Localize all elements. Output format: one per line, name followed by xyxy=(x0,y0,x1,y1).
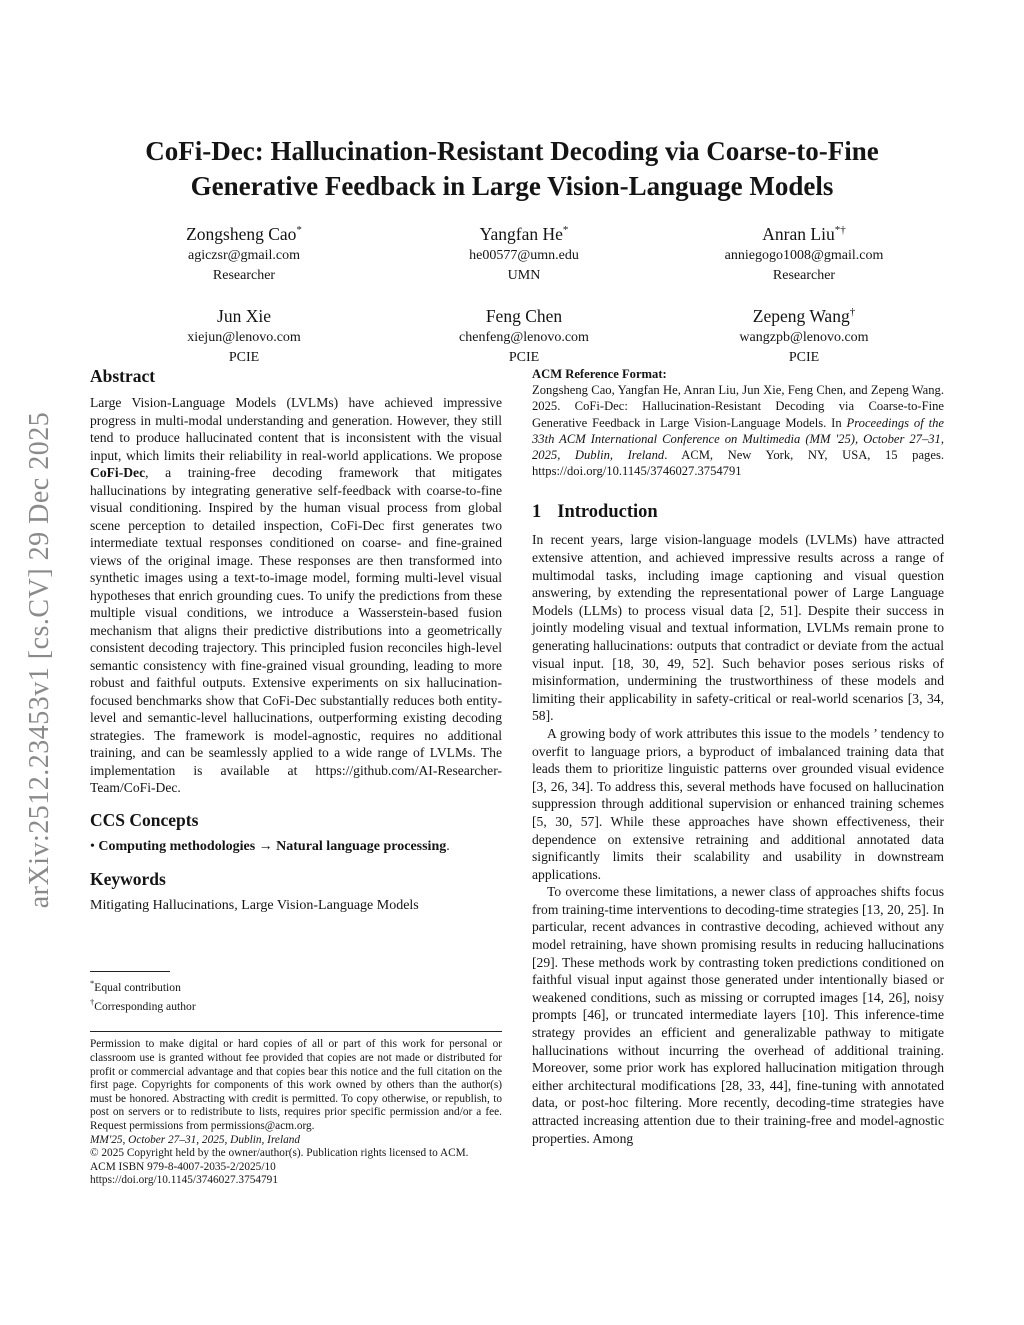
section-number: 1 xyxy=(532,502,542,523)
author-name: Feng Chen xyxy=(485,305,563,326)
acm-reference-proceedings: Proceedings of the 33th ACM International Conference on Multimedia (MM '25), October 27–31, 2025, Dublin, Ireland xyxy=(532,415,944,463)
intro-paragraph-3: To overcome these limitations, a newer class of approaches shifts focus from training-time interventions to decoding-time strategies [13, 20, 25]. In particular, recent advances in contrastive decoding, achieved without any model retraining, have shown promising results in reducing hallucinations [29]. These methods work by contrasting token predictions conditioned on faithful visual input against those generated under intentionally biased or weakened conditions, such as missing or corrupted images [14, 26], noisy prompts [46], or truncated intermediate layers [10]. This inference-time strategy provides an efficient and generalizable pathway to mitigate hallucinations without incurring the overhead of additional training. Moreover, some prior work has explored hallucination mitigation through either architectural modifications [28, 33, 44], fine-tuning with annotated data, or post-hoc filtering. More recently, decoding-time strategies have attracted increasing attention due to their training-free and model-agnostic properties. Among xyxy=(532,884,944,1146)
author-marker: * xyxy=(296,224,302,236)
author-email: he00577@umn.edu xyxy=(469,247,579,263)
doi-line xyxy=(90,1174,502,1188)
author-name: Jun Xie xyxy=(217,305,271,326)
section-title: Introduction xyxy=(557,502,658,523)
arxiv-watermark: arXiv:2512.23453v1 [cs.CV] 29 Dec 2025 xyxy=(24,411,55,909)
copyright-line: © 2025 Copyright held by the owner/author(s). Publication rights licensed to ACM. xyxy=(90,1147,469,1160)
author-name: Anran Liu*† xyxy=(762,223,846,244)
paper-title-line1: CoFi-Dec: Hallucination-Resistant Decoding via Coarse-to-Fine xyxy=(145,136,879,166)
github-link[interactable]: https://github.com/AI-Researcher-Team/CoFi-Dec xyxy=(90,762,502,795)
permission-rule xyxy=(90,1031,502,1032)
intro-paragraph-1: In recent years, large vision-language models (LVLMs) have attracted extensive attention, and achieved impressive results across a range of multimodal tasks, including image captioning and visual question answering, by extending the representational power of Large Language Models (LLMs) to process visual data [2, 51]. Despite their success in jointly modeling visual and textual information, LVLMs remain prone to generating hallucinations: outputs that contradict or deviate from the actual visual input. [18, 30, 49, 52]. Such behavior poses serious risks of misinformation, undermining the trustworthiness of these models and limiting their applicability in safety-critical or real-world scenarios [3, 34, 58]. xyxy=(532,532,944,724)
author-block-5 xyxy=(384,301,664,368)
author-affiliation: Researcher xyxy=(772,267,836,283)
author-block-2 xyxy=(384,219,664,286)
ccs-bullet: • xyxy=(90,838,95,854)
author-email: agiczsr@gmail.com xyxy=(187,247,301,263)
author-name: Zongsheng Cao* xyxy=(186,223,302,244)
ccs-text: Computing methodologies → Natural language processing xyxy=(98,838,447,854)
author-email: anniegogo1008@gmail.com xyxy=(724,247,884,263)
left-column xyxy=(90,366,502,1188)
author-block-4 xyxy=(104,301,384,368)
author-name: Zepeng Wang† xyxy=(752,305,856,326)
footnote-equal-contribution: *Equal contribution xyxy=(90,977,181,994)
cofi-dec-term: CoFi-Dec xyxy=(90,465,146,480)
author-email: wangzpb@lenovo.com xyxy=(739,329,869,345)
abstract-text: Large Vision-Language Models (LVLMs) have achieved impressive progress in multi-modal understanding and generation. However, they still tend to produce hallucinated content that is inconsistent with the visual input, which limits their reliability in real-world applications. We propose CoFi-Dec, a training-free decoding framework that mitigates hallucinations by integrating generative self-feedback with coarse-to-fine visual conditioning. Inspired by the human visual process from global scene perception to detailed inspection, CoFi-Dec first generates two intermediate textual responses conditioned on coarse- and fine-grained views of the original image. These responses are then transformed into synthetic images using a text-to-image model, forming multi-level visual hypotheses that enrich grounding cues. To unify the predictions from these multiple visual conditions, we introduce a Wasserstein-based fusion mechanism that aligns their predictive distributions into a geometrically consistent decoding trajectory. This principled fusion reconciles high-level semantic consistency with fine-grained visual grounding, leading to more robust and faithful outputs. Extensive experiments on six hallucination-focused benchmarks show that CoFi-Dec substantially reduces both entity-level and semantic-level hallucinations, outperforming existing decoding strategies. The framework is model-agnostic, requires no additional training, and can be seamlessly applied to a wide range of LVLMs. The implementation is available at https://github.com/AI-Researcher-Team/CoFi-Dec. xyxy=(90,395,502,795)
reference-doi-link[interactable]: https://doi.org/10.1145/3746027.3754791 xyxy=(532,464,742,479)
author-affiliation: UMN xyxy=(507,267,541,283)
footnote-rule xyxy=(90,971,170,972)
author-block-1 xyxy=(104,219,384,286)
ccs-concepts: • Computing methodologies → Natural language processing. xyxy=(90,838,450,854)
acm-reference-heading: ACM Reference Format: xyxy=(532,367,667,381)
paper-title-line2: Generative Feedback in Large Vision-Language Models xyxy=(190,171,834,201)
author-affiliation: PCIE xyxy=(788,349,820,365)
keywords-heading: Keywords xyxy=(90,868,166,889)
author-email: chenfeng@lenovo.com xyxy=(459,329,589,345)
author-affiliation: PCIE xyxy=(508,349,540,365)
footnote-corresponding-author: †Corresponding author xyxy=(90,996,196,1013)
permission-text: Permission to make digital or hard copies of all or part of this work for personal or classroom use is granted without fee provided that copies are not made or distributed for profit or commercial advantage and that copies bear this notice and the full citation on the first page. Copyrights for components of this work owned by others than the author(s) must be honored. Abstracting with credit is permitted. To copy otherwise, or republish, to post on servers or to redistribute to lists, requires prior specific permission and/or a fee. Request permissions from permissions@acm.org. xyxy=(90,1038,502,1133)
ccs-heading: CCS Concepts xyxy=(90,809,199,830)
author-marker: † xyxy=(849,305,856,318)
author-block-3 xyxy=(664,219,944,286)
acm-reference-format: ACM Reference Format: Zongsheng Cao, Yangfan He, Anran Liu, Jun Xie, Feng Chen, and Zepeng Wang. 2025. CoFi-Dec: Hallucination-Resistant Decoding via Coarse-to-Fine Generative Feedback in Large Vision-Language Models. In Proceedings of the 33th ACM International Conference on Multimedia (MM '25), October 27–31, 2025, Dublin, Ireland. ACM, New York, NY, USA, 15 pages. https://doi.org/10.1145/3746027.3754791 xyxy=(532,367,944,479)
author-name: Yangfan He* xyxy=(479,223,569,244)
keywords-text: Mitigating Hallucinations, Large Vision-Language Models xyxy=(90,897,419,913)
author-marker: *† xyxy=(834,224,846,236)
author-affiliation: PCIE xyxy=(228,349,260,365)
author-grid xyxy=(104,219,944,368)
abstract-heading: Abstract xyxy=(90,366,156,386)
intro-paragraph-2: A growing body of work attributes this issue to the models ’ tendency to overfit to language priors, a byproduct of imbalanced training data that leads them to prioritize linguistic patterns over grounded visual evidence [3, 26, 34]. To address this, several methods have focused on hallucination suppression through additional supervision or enhanced training schemes [5, 30, 57]. While these approaches have shown effectiveness, their dependence on extensive retraining and additional annotated data significantly limits their scalability and usability in downstream applications. xyxy=(532,725,944,882)
paper-title xyxy=(60,134,964,204)
right-column xyxy=(532,366,944,1147)
author-marker: * xyxy=(562,224,569,236)
venue-line: MM'25, October 27–31, 2025, Dublin, Ireland xyxy=(90,1133,301,1146)
introduction-heading xyxy=(532,502,944,523)
author-email: xiejun@lenovo.com xyxy=(187,329,301,345)
first-page-footer xyxy=(90,971,502,1188)
isbn-line: ACM ISBN 979-8-4007-2035-2/2025/10 xyxy=(90,1160,276,1173)
author-block-6 xyxy=(664,301,944,368)
author-affiliation: Researcher xyxy=(212,267,276,283)
doi-link[interactable]: https://doi.org/10.1145/3746027.3754791 xyxy=(90,1174,278,1187)
